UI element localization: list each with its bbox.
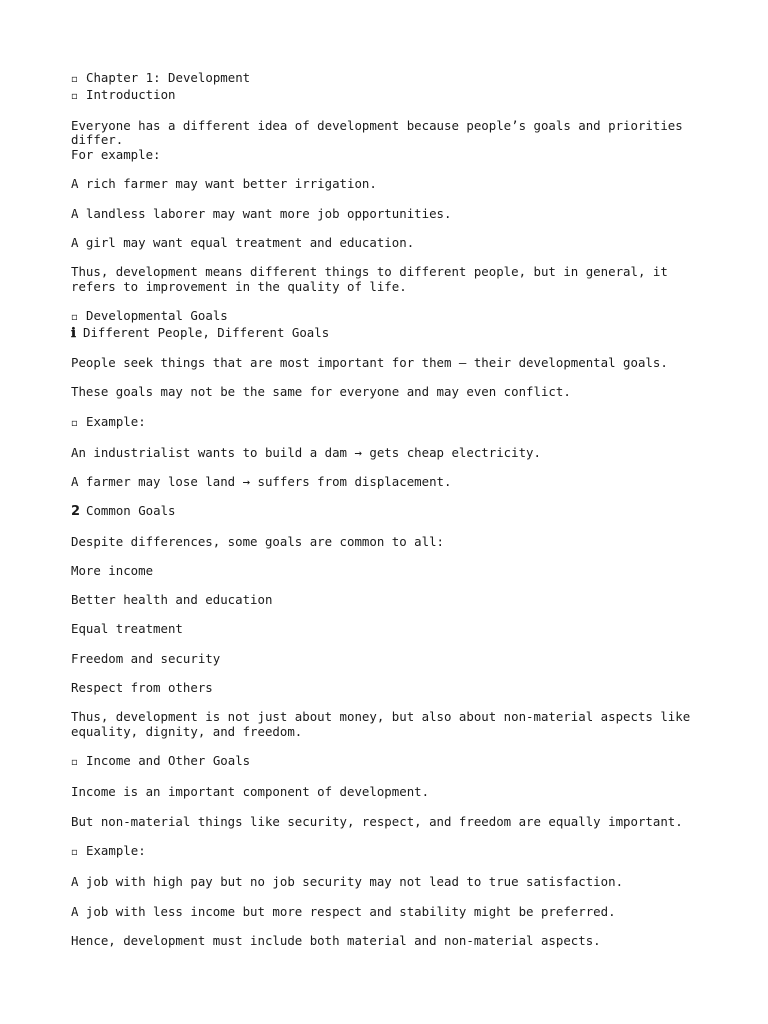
goal-item: More income bbox=[71, 562, 154, 578]
intro-title: Introduction bbox=[86, 86, 176, 102]
goal-item: Better health and education bbox=[71, 592, 273, 608]
example-label: Example: bbox=[86, 413, 146, 429]
box-bullet-icon: ▫ bbox=[71, 847, 78, 859]
chapter-heading bbox=[71, 71, 711, 88]
number-two-icon: 2 bbox=[71, 504, 81, 520]
intro-paragraph: Everyone has a different idea of development because people’s goals and priorities differ. bbox=[71, 117, 683, 148]
example-item: A job with less income but more respect and stability might be preferred. bbox=[71, 903, 616, 919]
chapter-title: Chapter 1: Development bbox=[86, 70, 251, 85]
example-label: Example: bbox=[86, 843, 146, 859]
example-item: A girl may want equal treatment and education. bbox=[71, 234, 415, 250]
box-bullet-icon: ▫ bbox=[71, 417, 78, 429]
subsection-heading bbox=[71, 326, 711, 342]
section-title: Income and Other Goals bbox=[86, 753, 251, 769]
subsection-title: Different People, Different Goals bbox=[83, 324, 330, 340]
box-bullet-icon: ▫ bbox=[71, 757, 78, 769]
example-item: A rich farmer may want better irrigation. bbox=[71, 176, 377, 192]
example-item: A farmer may lose land → suffers from displacement. bbox=[71, 474, 452, 490]
example-item: An industrialist wants to build a dam → gets cheap electricity. bbox=[71, 444, 541, 460]
income-goals-heading bbox=[71, 754, 711, 771]
info-icon: ℹ bbox=[71, 325, 76, 341]
developmental-goals-heading bbox=[71, 309, 711, 326]
goal-item: Equal treatment bbox=[71, 621, 183, 637]
box-bullet-icon: ▫ bbox=[71, 74, 78, 85]
paragraph: But non-material things like security, respect, and freedom are equally important. bbox=[71, 813, 683, 829]
subsection-title: Common Goals bbox=[86, 503, 176, 519]
for-example-text: For example: bbox=[71, 147, 161, 163]
example-heading bbox=[71, 844, 711, 861]
example-heading bbox=[71, 415, 711, 432]
paragraph: Income is an important component of development. bbox=[71, 784, 430, 800]
subsection-heading bbox=[71, 504, 711, 520]
section-title: Developmental Goals bbox=[86, 308, 228, 324]
box-bullet-icon: ▫ bbox=[71, 312, 78, 324]
goal-item: Respect from others bbox=[71, 680, 213, 696]
intro-conclusion: Thus, development means different things to different people, but in general, it refers to improvement in the quality of life. bbox=[71, 264, 668, 294]
intro-heading bbox=[71, 88, 711, 105]
goal-item: Freedom and security bbox=[71, 650, 221, 666]
paragraph: People seek things that are most important for them — their developmental goals. bbox=[71, 354, 668, 370]
box-bullet-icon: ▫ bbox=[71, 90, 78, 102]
example-item: A job with high pay but no job security may not lead to true satisfaction. bbox=[71, 874, 624, 890]
paragraph: These goals may not be the same for everyone and may even conflict. bbox=[71, 384, 571, 400]
paragraph: Despite differences, some goals are common to all: bbox=[71, 533, 444, 549]
document-body bbox=[71, 71, 711, 948]
section-conclusion: Hence, development must include both material and non-material aspects. bbox=[71, 932, 601, 948]
example-item: A landless laborer may want more job opportunities. bbox=[71, 205, 452, 221]
section-conclusion: Thus, development is not just about money, but also about non-material aspects like equality, dignity, and freedom. bbox=[71, 709, 691, 739]
